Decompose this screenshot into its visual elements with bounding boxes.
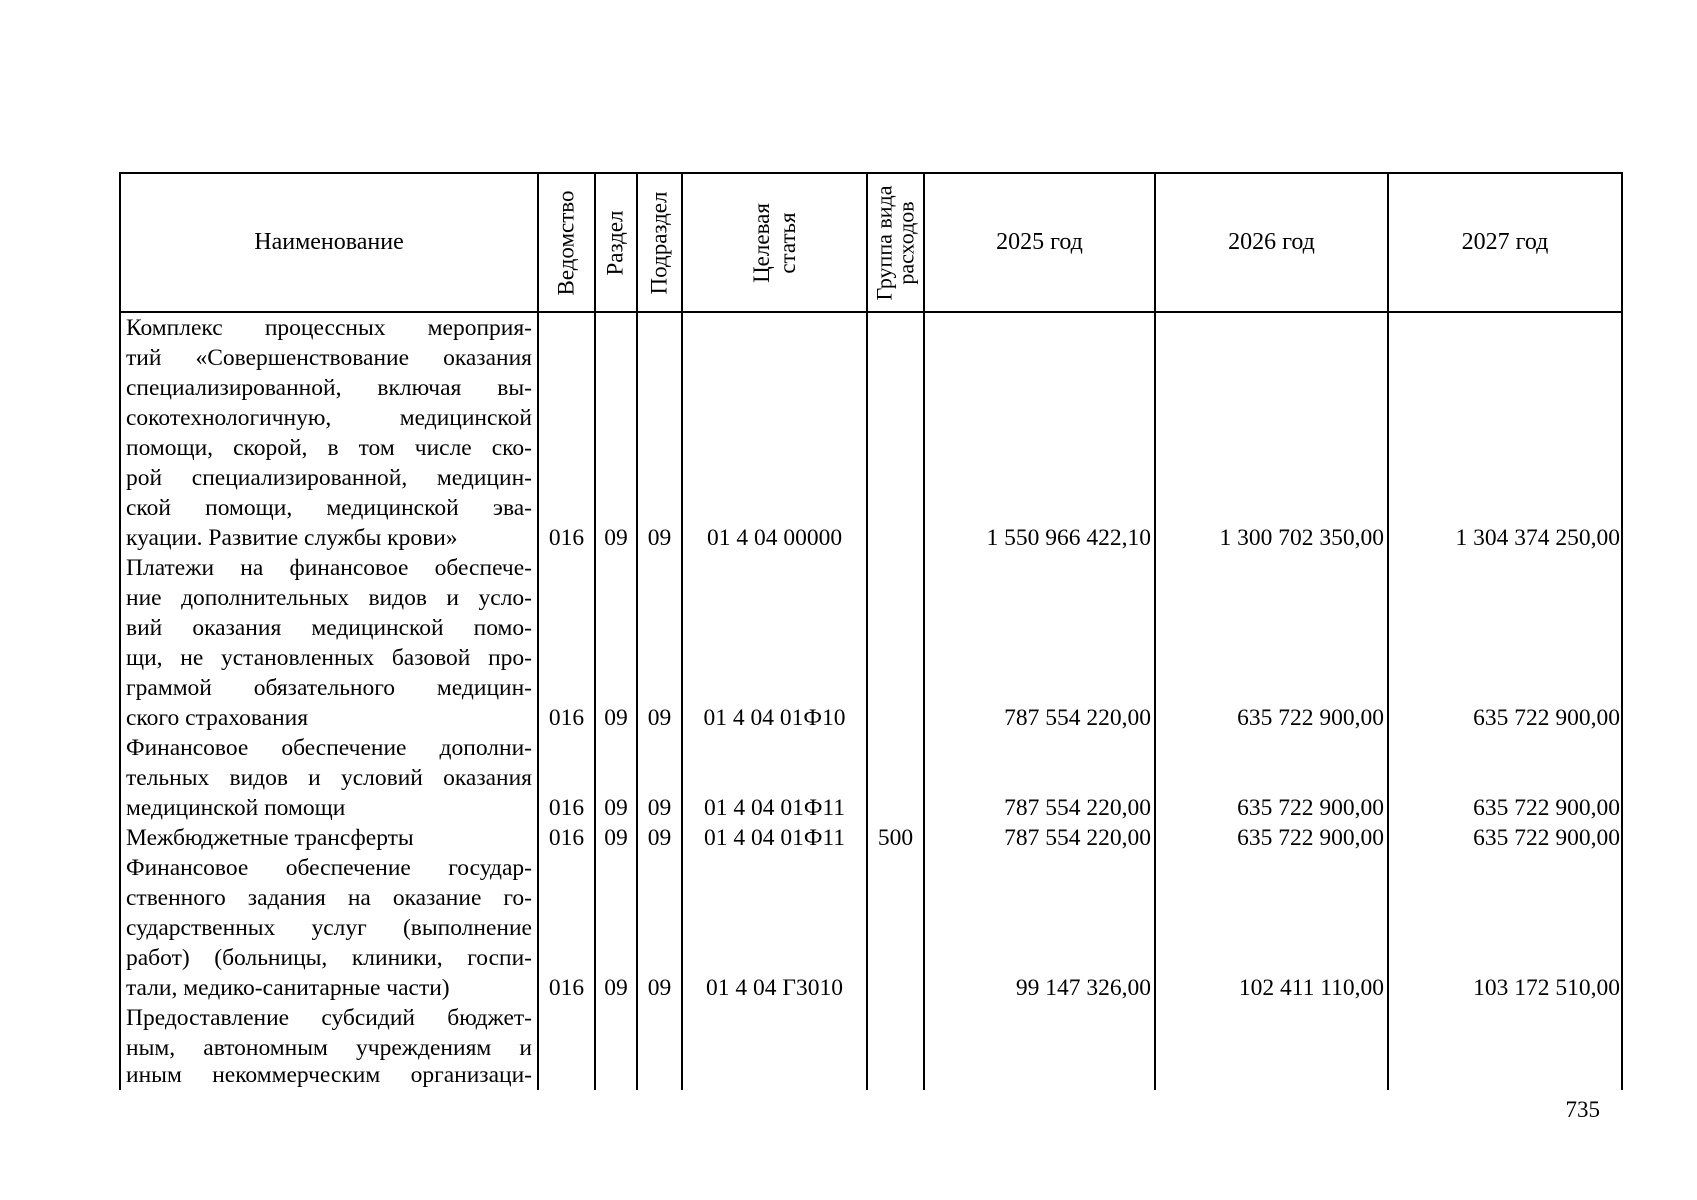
cell-2025: 99 147 326,00 [1015,975,1151,1001]
cell-vedomstvo: 016 [548,975,585,1001]
header-vedomstvo-label: Ведомство [553,189,579,296]
cell-2025: 787 554 220,00 [1004,705,1151,731]
cell-gruppa [868,523,923,553]
cell-2026: 102 411 110,00 [1238,975,1384,1001]
cell-podrazdel: 09 [647,525,672,551]
cell-2027: 635 722 900,00 [1473,705,1620,731]
header-2025 [925,174,1154,311]
row-name-line: куации. Развитие службы крови» [126,525,458,551]
cell-gruppa [868,703,923,733]
row-name-line: щи, не установленных базовой про- [126,645,532,671]
cell-gruppa [868,973,923,1003]
cell-razdel: 09 [604,795,628,821]
row-name-line: ным, автономным учреждениям и [126,1035,532,1061]
header-celevaya-statya [683,174,866,311]
header-2027 [1389,174,1621,311]
cell-razdel: 09 [604,525,628,551]
row-name-line: сударственных услуг (выполнение [126,915,532,941]
row-name-line: Финансовое обеспечение дополни- [126,735,532,761]
row-name-line: Финансовое обеспечение государ- [126,855,532,881]
row-name-line: Платежи на финансовое обеспече- [126,555,532,581]
cell-celevaya-statya: 01 4 04 01Ф10 [703,705,846,731]
header-razdel-label: Раздел [603,209,628,276]
cell-vedomstvo: 016 [548,525,585,551]
row-name-line: вий оказания медицинской помо- [126,615,532,641]
cell-vedomstvo: 016 [548,795,585,821]
row-name-line: тали, медико-санитарные части) [126,975,450,1001]
header-razdel [596,174,636,311]
cell-podrazdel: 09 [647,705,672,731]
cell-podrazdel: 09 [647,825,672,851]
row-name-line: рой специализированной, медицин- [126,465,532,491]
row-name-line: иным некоммерческим организаци- [126,1062,532,1088]
row-name-line: ние дополнительных видов и усло- [126,585,532,611]
cell-vedomstvo: 016 [548,825,585,851]
header-celevaya-line2: статья [774,211,800,274]
row-name-line: ственного задания на оказание го- [126,885,532,911]
cell-celevaya-statya: 01 4 04 01Ф11 [703,825,846,851]
row-name-line: ского страхования [126,705,309,731]
cell-celevaya-statya: 01 4 04 00000 [706,525,843,551]
header-gruppa-label [871,185,919,300]
cell-gruppa [868,793,923,823]
cell-2027: 635 722 900,00 [1473,795,1620,821]
table-right-border [1621,172,1623,1090]
header-name [121,174,537,311]
row-name-line: специализированной, включая вы- [126,375,532,401]
cell-2025: 1 550 966 422,10 [986,525,1151,551]
cell-2027: 1 304 374 250,00 [1455,525,1620,551]
cell-podrazdel: 09 [647,975,672,1001]
row-name-line: работ) (больницы, клиники, госпи- [126,945,532,971]
cell-2026: 635 722 900,00 [1237,825,1384,851]
cell-2027: 103 172 510,00 [1473,975,1620,1001]
cell-gruppa: 500 [877,825,914,851]
header-2026 [1156,174,1387,311]
row-name-line: Предоставление субсидий бюджет- [126,1005,532,1031]
cell-2025: 787 554 220,00 [1004,825,1151,851]
cell-2026: 635 722 900,00 [1237,795,1384,821]
header-gruppa-line2: расходов [893,200,919,285]
row-name-line: сокотехнологичную, медицинской [126,405,532,431]
row-name-line: медицинской помощи [126,795,346,821]
cell-2026: 1 300 702 350,00 [1219,525,1384,551]
cell-vedomstvo: 016 [548,705,585,731]
cell-2027: 635 722 900,00 [1473,825,1620,851]
row-name-line: Комплекс процессных мероприя- [126,315,532,341]
header-podrazdel [638,174,681,311]
row-name-line: граммой обязательного медицин- [126,675,532,701]
header-vedomstvo [539,174,594,311]
header-celevaya-statya-label [748,203,800,283]
cell-celevaya-statya: 01 4 04 Г3010 [706,975,843,1001]
header-name-label: Наименование [254,229,404,255]
cell-razdel: 09 [604,705,628,731]
cell-podrazdel: 09 [647,795,672,821]
row-name-line: Межбюджетные трансферты [126,825,414,851]
header-podrazdel-label: Подраздел [646,191,672,294]
cell-2026: 635 722 900,00 [1237,705,1384,731]
row-name-line: помощи, скорой, в том числе ско- [126,435,532,461]
header-2027-label: 2027 год [1461,229,1549,255]
cell-razdel: 09 [604,975,628,1001]
header-2026-label: 2026 год [1228,229,1315,255]
header-gruppa-vida-rashodov [868,174,923,311]
header-2025-label: 2025 год [996,229,1083,255]
cell-celevaya-statya: 01 4 04 01Ф11 [703,795,846,821]
row-name-line: тельных видов и условий оказания [126,765,532,791]
row-name-line: ской помощи, медицинской эва- [126,495,532,521]
cell-2025: 787 554 220,00 [1004,795,1151,821]
header-gruppa-line1: Группа вида [871,185,897,300]
cell-razdel: 09 [604,825,628,851]
header-celevaya-line1: Целевая [748,202,774,283]
page-number: 735 [1565,1097,1600,1122]
row-name-line: тий «Совершенствование оказания [126,345,532,371]
